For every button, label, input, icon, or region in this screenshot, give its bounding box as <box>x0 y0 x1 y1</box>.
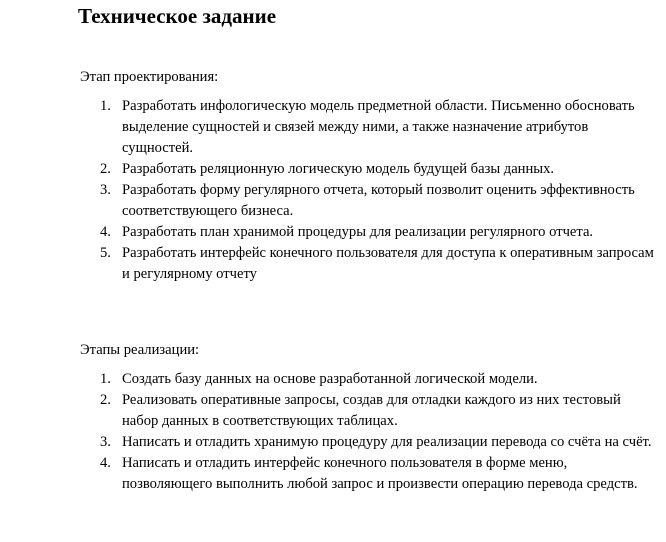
list-item-number: 1. <box>100 98 111 114</box>
list-item <box>0 390 666 432</box>
list-item <box>0 432 666 453</box>
list-item-text: Разработать интерфейс конечного пользователя для доступа к оперативным запросам и регулярному отчету <box>122 245 654 282</box>
list-item-text: Разработать форму регулярного отчета, который позволит оценить эффективность соответствующего бизнеса. <box>122 182 635 219</box>
list-item-number: 4. <box>100 224 111 240</box>
list-item-text: Создать базу данных на основе разработанной логической модели. <box>122 371 538 387</box>
list-item-text: Разработать реляционную логическую модель будущей базы данных. <box>122 161 555 177</box>
list-item-number: 2. <box>100 161 111 177</box>
list-item-number: 1. <box>100 371 111 387</box>
document-title: Техническое задание <box>78 4 277 28</box>
list-item-number: 3. <box>100 434 111 450</box>
list-item-text: Написать и отладить интерфейс конечного пользователя в форме меню, позволяющего выполнить любой запрос и произвести операцию перевода средств. <box>122 455 638 492</box>
design-steps-list <box>0 96 666 285</box>
list-item <box>0 222 666 243</box>
list-item-text: Разработать план хранимой процедуры для реализации регулярного отчета. <box>122 224 594 240</box>
section-heading-design: Этап проектирования: <box>80 69 219 85</box>
list-item <box>0 369 666 390</box>
list-item-text: Написать и отладить хранимую процедуру для реализации перевода со счёта на счёт. <box>122 434 652 450</box>
list-item-number: 4. <box>100 455 111 471</box>
list-item-text: Реализовать оперативные запросы, создав для отладки каждого из них тестовый набор данных в соответствующих таблицах. <box>122 392 621 429</box>
list-item <box>0 180 666 222</box>
list-item-number: 5. <box>100 245 111 261</box>
list-item-text: Разработать инфологическую модель предметной области. Письменно обосновать выделение сущностей и связей между ними, а также назначение атрибутов сущностей. <box>122 98 635 156</box>
list-item-number: 2. <box>100 392 111 408</box>
list-item <box>0 453 666 495</box>
list-item-number: 3. <box>100 182 111 198</box>
list-item <box>0 96 666 159</box>
list-item <box>0 159 666 180</box>
implementation-steps-list <box>0 369 666 495</box>
list-item <box>0 243 666 285</box>
section-heading-implementation: Этапы реализации: <box>80 342 200 358</box>
